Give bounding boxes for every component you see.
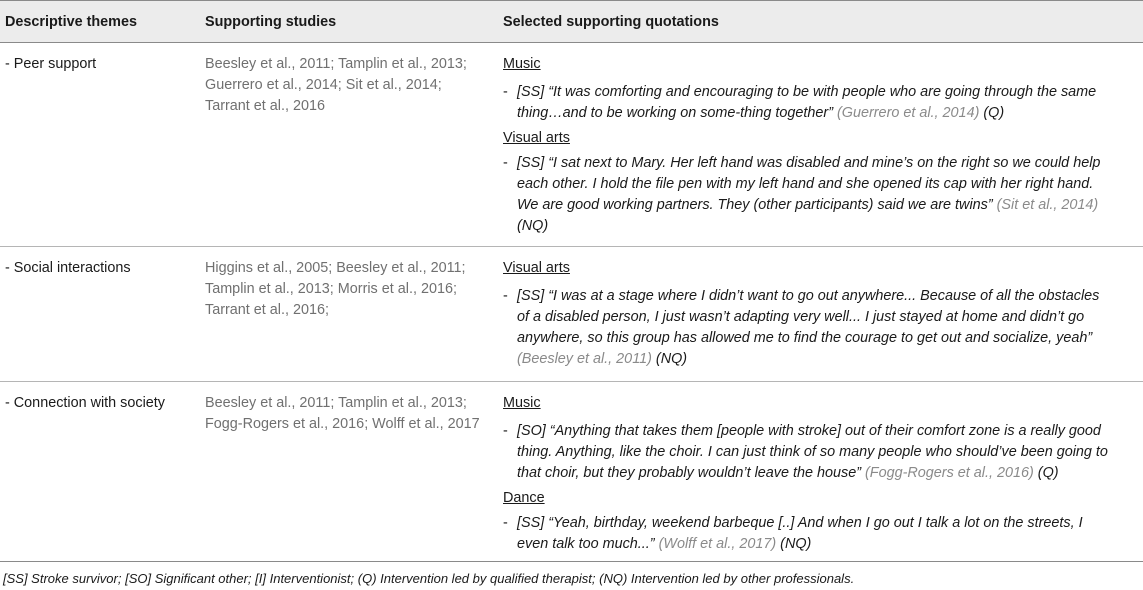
citation: (Fogg-Rogers et al., 2016) <box>865 465 1034 481</box>
quote-peer-support-visual-arts <box>503 153 1143 237</box>
studies-peer-support: Beesley et al., 2011; Tamplin et al., 2013; Guerrero et al., 2014; Sit et al., 2014; Tarrant et al., 2016 <box>205 56 467 114</box>
quote-line: thing…and to be working on some-thing together” (Guerrero et al., 2014) (Q) <box>517 105 1005 121</box>
quote-line: even talk too much...” (Wolff et al., 2017) (NQ) <box>517 536 812 552</box>
section-music: Music <box>503 56 541 72</box>
bullet-dash: - <box>503 84 508 100</box>
header-supporting-studies: Supporting studies <box>205 14 337 30</box>
section-visual-arts: Visual arts <box>503 130 570 146</box>
section-visual-arts: Visual arts <box>503 260 570 276</box>
table-bottom-rule <box>0 561 1143 562</box>
citation: (Guerrero et al., 2014) <box>836 105 980 121</box>
theme-connection-with-society: - Connection with society <box>5 395 165 411</box>
quote-line: [SO] “Anything that takes them [people with stroke] out of their comfort zone is a really good <box>517 423 1101 439</box>
quote-line: (Beesley et al., 2011) (NQ) <box>517 351 688 367</box>
quote-line: each other. I hold the file pen with my left hand and she opened its cap with her right hand. <box>517 176 1094 192</box>
citation: (Sit et al., 2014) <box>996 197 1099 213</box>
bullet-dash: - <box>503 423 508 439</box>
quote-connection-music <box>503 421 1143 484</box>
theme-peer-support: - Peer support <box>5 56 97 72</box>
header-descriptive-themes: Descriptive themes <box>5 14 137 30</box>
quote-line: [SS] “Yeah, birthday, weekend barbeque [..] And when I go out I talk a lot on the streets, I <box>517 515 1083 531</box>
quote-line: anywhere, so this group has allowed me to find the courage to get out and socialize, yeah” <box>517 330 1093 346</box>
studies-connection-with-society: Beesley et al., 2011; Tamplin et al., 2013; Fogg-Rogers et al., 2016; Wolff et al., 2017 <box>205 395 480 432</box>
row-divider <box>0 246 1143 247</box>
row-divider <box>0 381 1143 382</box>
quote-line: [SS] “I was at a stage where I didn’t want to go out anywhere... Because of all the obstacles <box>517 288 1100 304</box>
header-selected-quotations: Selected supporting quotations <box>503 14 719 30</box>
quote-line: We are good working partners. They (other participants) said we are twins” (Sit et al., 2014) <box>517 197 1099 213</box>
quote-connection-dance <box>503 513 1143 555</box>
quote-peer-support-music <box>503 82 1143 124</box>
section-music: Music <box>503 395 541 411</box>
quote-line: [SS] “It was comforting and encouraging to be with people who are going through the same <box>517 84 1097 100</box>
quote-line: [SS] “I sat next to Mary. Her left hand was disabled and mine’s on the right so we could help <box>517 155 1101 171</box>
bullet-dash: - <box>503 155 508 171</box>
quote-social-interactions-visual-arts <box>503 286 1143 370</box>
citation: (Beesley et al., 2011) <box>517 351 652 367</box>
citation: (Wolff et al., 2017) <box>658 536 777 552</box>
quote-line: of a disabled person, I just wasn’t adapting very well... I just stayed at home and didn’t go <box>517 309 1085 325</box>
table-footnote: [SS] Stroke survivor; [SO] Significant other; [I] Interventionist; (Q) Intervention led by qualified therapist; (NQ) Intervention led by other professionals. <box>3 571 855 586</box>
bullet-dash: - <box>503 515 508 531</box>
quote-line: thing. Anything, like the choir. I can just think of so many people who should’ve been going to <box>517 444 1108 460</box>
quote-line: (NQ) <box>517 218 549 234</box>
bullet-dash: - <box>503 288 508 304</box>
section-dance: Dance <box>503 490 545 506</box>
studies-social-interactions: Higgins et al., 2005; Beesley et al., 2011; Tamplin et al., 2013; Morris et al., 2016; Tarrant et al., 2016; <box>205 260 466 318</box>
quote-line: that choir, but they probably wouldn’t leave the house” (Fogg-Rogers et al., 2016) (Q) <box>517 465 1059 481</box>
theme-social-interactions: - Social interactions <box>5 260 131 276</box>
